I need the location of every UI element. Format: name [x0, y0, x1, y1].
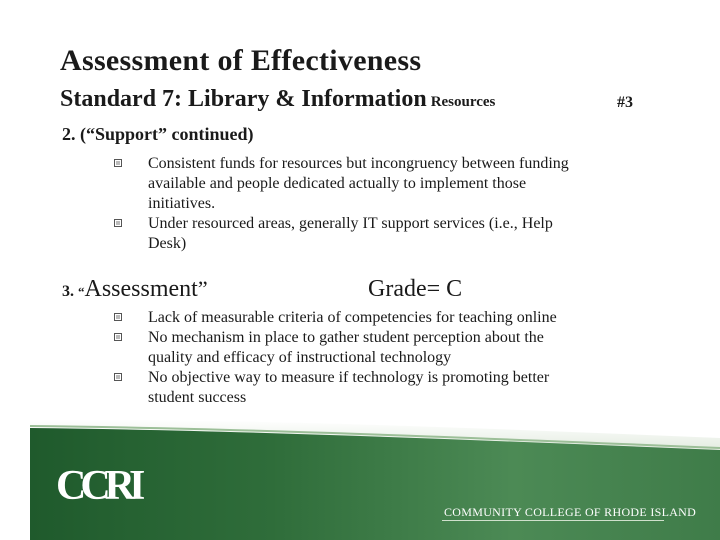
- subtitle-main: Standard 7: Library & Information: [60, 86, 427, 112]
- institution-name: COMMUNITY COLLEGE OF RHODE ISLAND: [444, 505, 697, 519]
- grade-label: Grade= C: [368, 276, 463, 302]
- section-3-word: Assessment: [84, 276, 198, 302]
- subtitle-resources: Resources: [430, 94, 496, 110]
- list-item: Lack of measurable criteria of competencies for teaching online: [114, 308, 674, 328]
- open-quote: “: [78, 284, 85, 299]
- section-3-number: 3.: [62, 283, 74, 300]
- ccri-logo: CCRI: [56, 463, 140, 509]
- list-item: No objective way to measure if technology is promoting better student success: [114, 368, 674, 408]
- list-item: Under resourced areas, generally IT support services (i.e., Help Desk): [114, 214, 674, 254]
- close-quote: ”: [197, 276, 208, 301]
- slide-number: #3: [617, 94, 633, 111]
- list-item: Consistent funds for resources but incongruency between funding available and people dedicated actually to implement those initiatives.: [114, 154, 674, 214]
- footer-name-underline: [442, 520, 664, 521]
- slide-title: Assessment of Effectiveness: [60, 44, 422, 77]
- section-2-heading: 2. (“Support” continued): [62, 124, 254, 144]
- list-item: No mechanism in place to gather student perception about the quality and efficacy of instructional technology: [114, 328, 674, 368]
